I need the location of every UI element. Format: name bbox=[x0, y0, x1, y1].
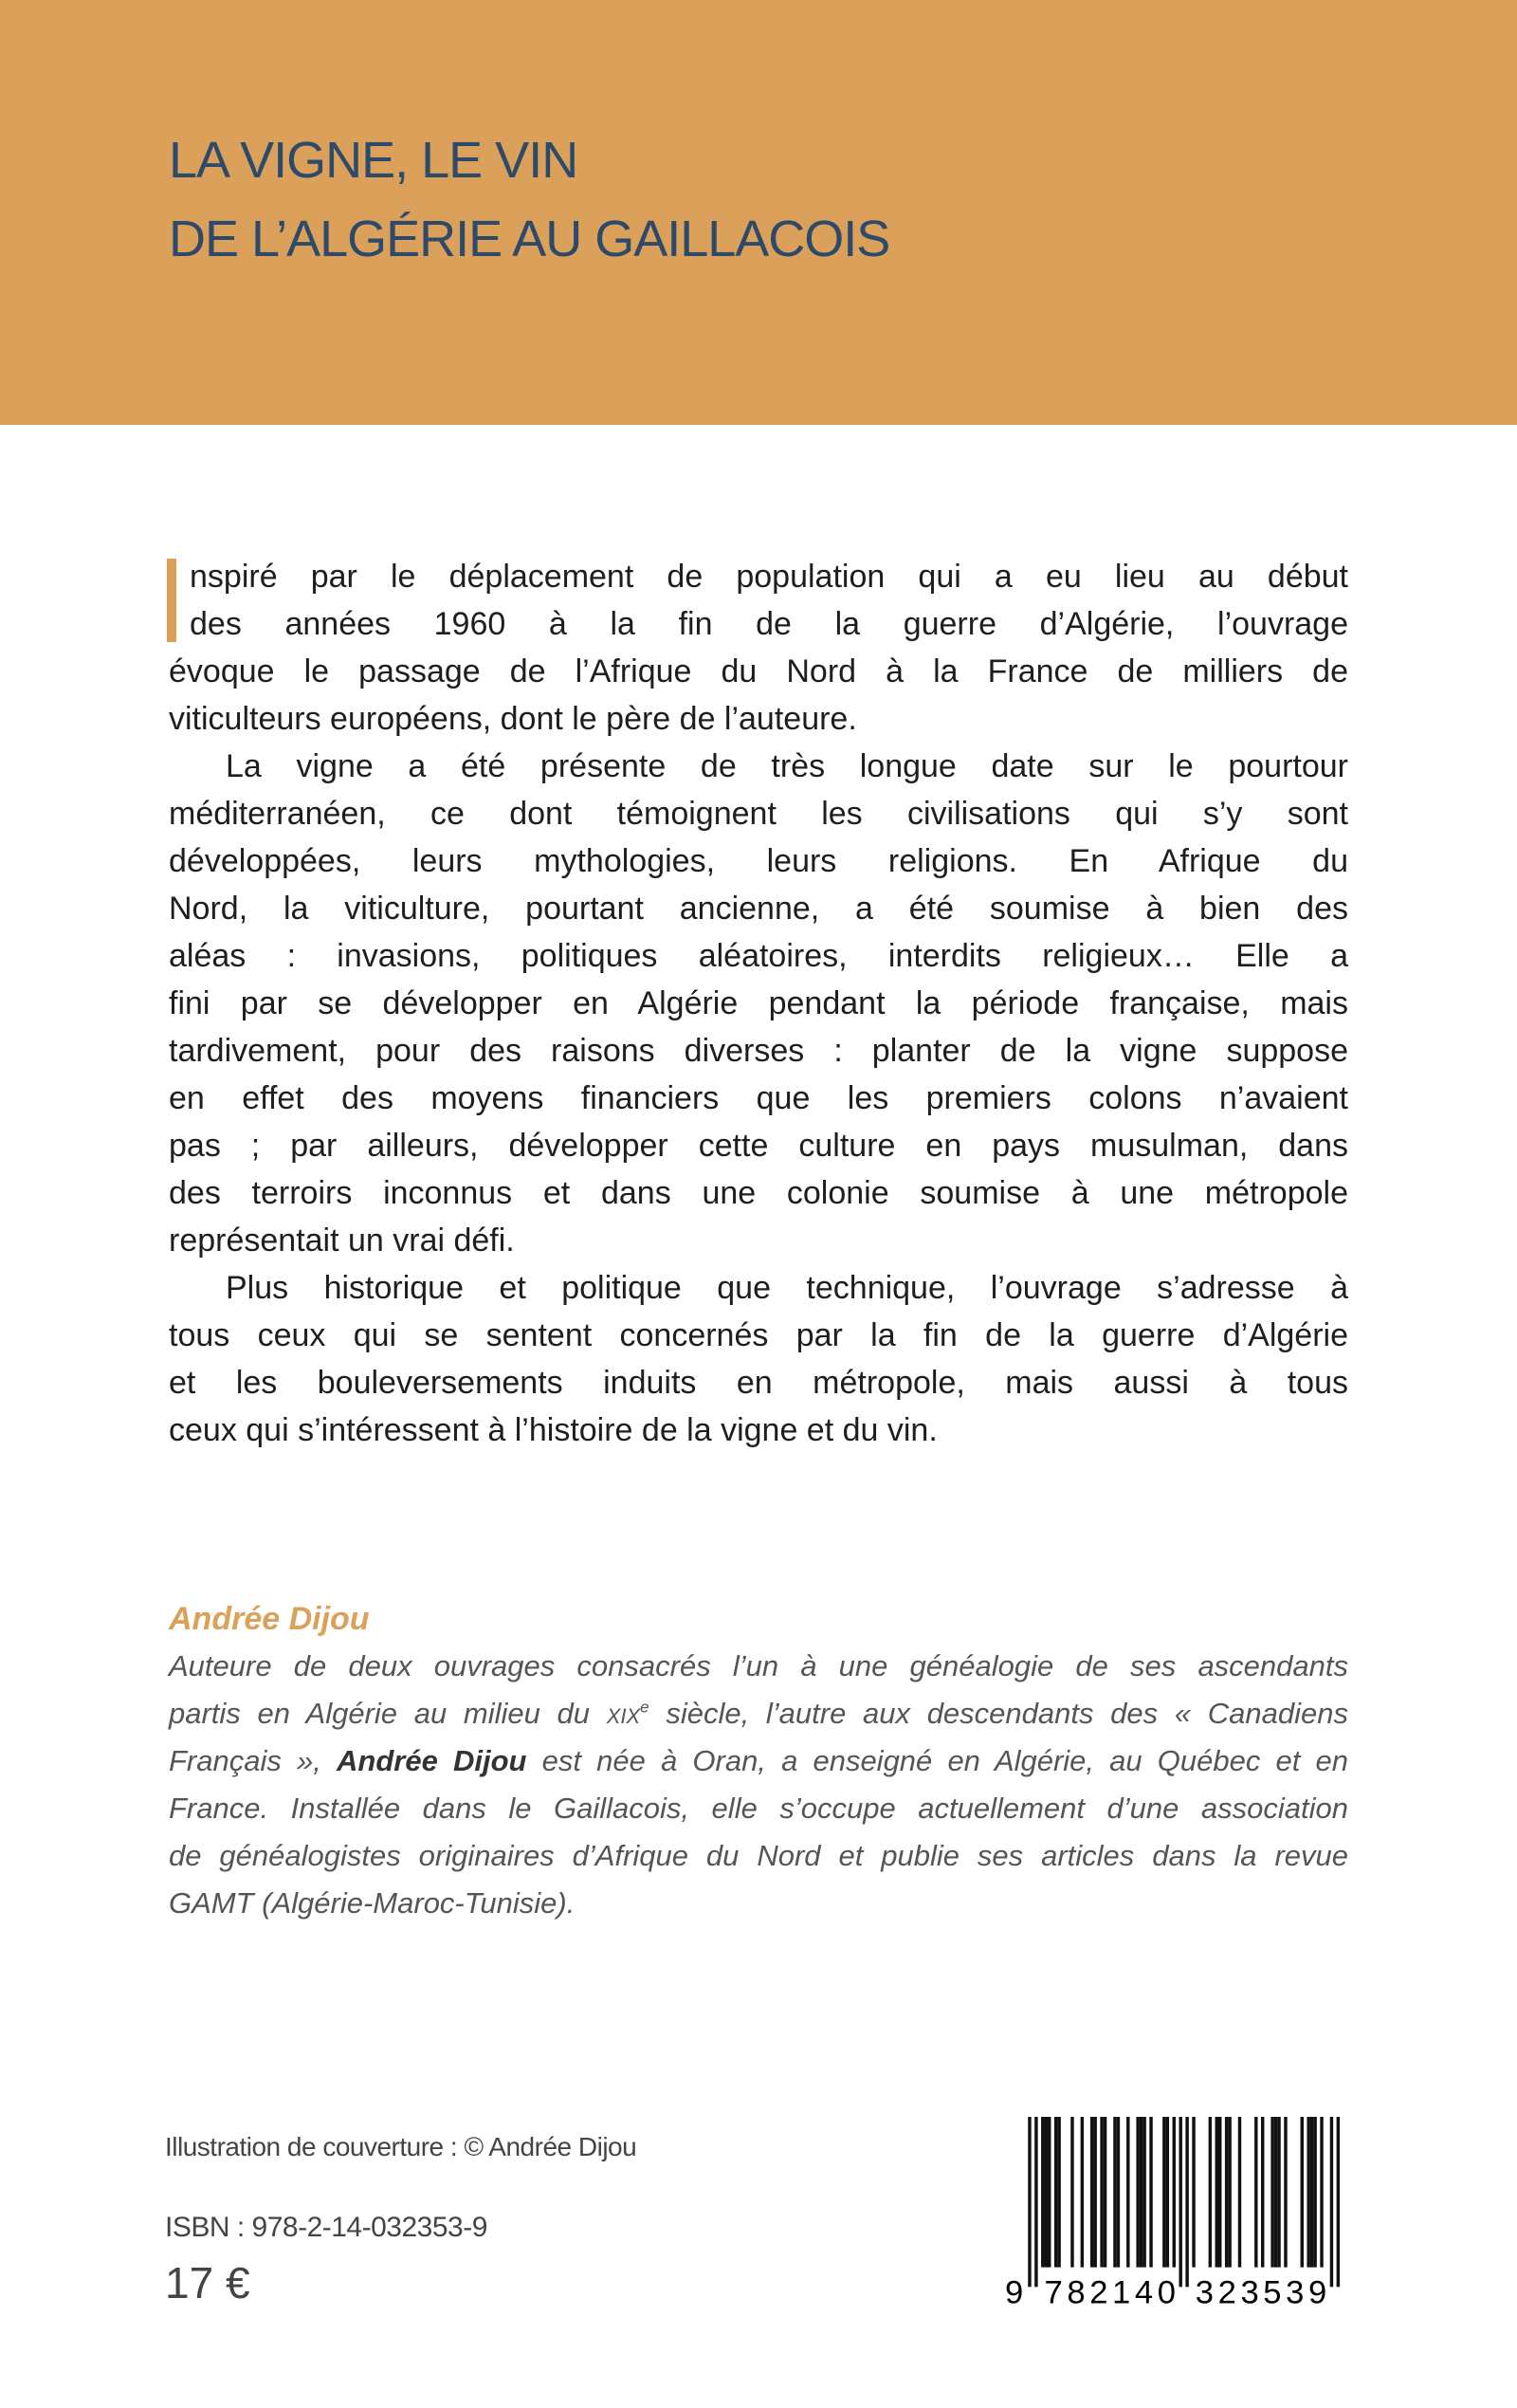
barcode-bar bbox=[1218, 2117, 1221, 2268]
barcode-bar bbox=[1057, 2117, 1060, 2268]
barcode-bar bbox=[1270, 2117, 1273, 2268]
barcode-bar bbox=[1320, 2117, 1323, 2268]
barcode-bar bbox=[1140, 2117, 1142, 2268]
barcode-guard-bar bbox=[1028, 2117, 1031, 2287]
barcode-guard-bar bbox=[1337, 2117, 1340, 2287]
summary-paragraph-3 bbox=[169, 1264, 1348, 1454]
author-name-heading: Andrée Dijou bbox=[169, 1601, 370, 1637]
barcode-bar bbox=[1081, 2117, 1084, 2268]
bio-text: est née à Oran, a enseigné en Algérie, au Québec et en bbox=[526, 1744, 1349, 1777]
illustration-credit: Illustration de couverture : © Andrée Dijou bbox=[165, 2132, 637, 2161]
bio-text: partis en Algérie au milieu du bbox=[169, 1697, 607, 1730]
barcode-bar bbox=[1166, 2117, 1169, 2268]
summary-line: tous ceux qui se sentent concernés par la fin de la guerre d’Algérie bbox=[169, 1317, 1348, 1353]
ean13-barcode bbox=[1005, 2117, 1346, 2307]
book-title bbox=[169, 121, 889, 279]
barcode-bar bbox=[1126, 2117, 1129, 2268]
bio-line: France. Installée dans le Gaillacois, elle s’occupe actuellement d’une association bbox=[169, 1792, 1348, 1825]
barcode-bar bbox=[1192, 2117, 1195, 2268]
barcode-bar bbox=[1277, 2117, 1280, 2268]
book-summary bbox=[169, 553, 1348, 1454]
summary-line: fini par se développer en Algérie pendant la période française, mais bbox=[169, 985, 1348, 1021]
century-numeral: xix bbox=[606, 1697, 641, 1730]
summary-line: et les bouleversements induits en métropole, mais aussi à tous bbox=[169, 1365, 1348, 1401]
summary-line: tardivement, pour des raisons diverses : planter de la vigne suppose bbox=[169, 1033, 1348, 1069]
summary-line: ceux qui s’intéressent à l’histoire de la vigne et du vin. bbox=[169, 1412, 938, 1448]
summary-line: viticulteurs européens, dont le père de l’auteure. bbox=[169, 701, 857, 737]
summary-line: pas ; par ailleurs, développer cette culture en pays musulman, dans bbox=[169, 1128, 1348, 1164]
bio-line: Auteure de deux ouvrages consacrés l’un à une généalogie de ses ascendants bbox=[169, 1649, 1348, 1682]
barcode-bar bbox=[1090, 2117, 1093, 2268]
summary-line: Plus historique et politique que technique, l’ouvrage s’adresse à bbox=[226, 1270, 1348, 1306]
barcode-bar bbox=[1284, 2117, 1287, 2268]
isbn: ISBN : 978-2-14-032353-9 bbox=[165, 2212, 487, 2243]
summary-line: des terroirs inconnus et dans une colonie soumise à une métropole bbox=[169, 1175, 1348, 1211]
price: 17 € bbox=[165, 2258, 250, 2307]
barcode-bar bbox=[1142, 2117, 1145, 2268]
barcode-guard-bar bbox=[1185, 2117, 1188, 2287]
barcode-bar bbox=[1113, 2117, 1116, 2268]
barcode-bar bbox=[1045, 2117, 1048, 2268]
barcode-bar bbox=[1100, 2117, 1103, 2268]
bio-line: GAMT (Algérie-Maroc-Tunisie). bbox=[169, 1886, 576, 1920]
summary-line: La vigne a été présente de très longue date sur le pourtour bbox=[226, 748, 1348, 784]
bio-line bbox=[169, 1690, 1348, 1737]
barcode-guard-bar bbox=[1330, 2117, 1333, 2287]
barcode-guard-bar bbox=[1179, 2117, 1181, 2287]
century-suffix: e bbox=[640, 1698, 649, 1717]
author-bio bbox=[169, 1643, 1348, 1927]
barcode-bar bbox=[1070, 2117, 1073, 2268]
cover-header-band bbox=[0, 0, 1517, 425]
barcode-bar bbox=[1104, 2117, 1106, 2268]
barcode-bar bbox=[1310, 2117, 1313, 2268]
summary-line: Nord, la viticulture, pourtant ancienne, a été soumise à bien des bbox=[169, 891, 1348, 927]
barcode-guard-bar bbox=[1034, 2117, 1037, 2287]
barcode-bar bbox=[1274, 2117, 1277, 2268]
barcode-bar bbox=[1117, 2117, 1120, 2268]
bio-text: siècle, l’autre aux descendants des « Canadiens bbox=[649, 1697, 1348, 1730]
barcode-digits-right: 323539 bbox=[1195, 2274, 1327, 2307]
bio-text: Français », bbox=[169, 1744, 338, 1777]
barcode-bar bbox=[1209, 2117, 1212, 2268]
barcode-bar bbox=[1048, 2117, 1051, 2268]
summary-line: nspiré par le déplacement de population qui a eu lieu au début bbox=[190, 559, 1348, 595]
summary-paragraph-1 bbox=[169, 553, 1348, 743]
barcode-bar bbox=[1313, 2117, 1316, 2268]
bio-line bbox=[169, 1737, 1348, 1785]
barcode-bar bbox=[1041, 2117, 1044, 2268]
summary-line: développées, leurs mythologies, leurs religions. En Afrique du bbox=[169, 843, 1348, 879]
barcode-bar bbox=[1136, 2117, 1139, 2268]
barcode-bar bbox=[1254, 2117, 1257, 2268]
barcode-bar bbox=[1054, 2117, 1057, 2268]
barcode-bars bbox=[1028, 2117, 1340, 2287]
book-title-line-2: DE L’ALGÉRIE AU GAILLACOIS bbox=[169, 211, 890, 267]
summary-paragraph-2 bbox=[169, 743, 1348, 1264]
barcode-bar bbox=[1093, 2117, 1096, 2268]
barcode-digits-left: 782140 bbox=[1044, 2274, 1176, 2307]
barcode-bar bbox=[1173, 2117, 1176, 2268]
summary-line: représentait un vrai défi. bbox=[169, 1222, 515, 1259]
barcode-bar bbox=[1225, 2117, 1228, 2268]
barcode-bar bbox=[1301, 2117, 1304, 2268]
author-name-inline: Andrée Dijou bbox=[337, 1744, 527, 1777]
summary-line: évoque le passage de l’Afrique du Nord à la France de milliers de bbox=[169, 653, 1348, 689]
barcode-bar bbox=[1307, 2117, 1309, 2268]
drop-cap bbox=[167, 559, 176, 642]
summary-line: méditerranéen, ce dont témoignent les civilisations qui s’y sont bbox=[169, 796, 1348, 832]
barcode-bar bbox=[1261, 2117, 1264, 2268]
summary-line: aléas : invasions, politiques aléatoires, interdits religieux… Elle a bbox=[169, 938, 1348, 974]
bio-line: de généalogistes originaires d’Afrique du Nord et publie ses articles dans la revue bbox=[169, 1839, 1348, 1872]
barcode-bar bbox=[1162, 2117, 1165, 2268]
barcode-bar bbox=[1228, 2117, 1231, 2268]
summary-line: des années 1960 à la fin de la guerre d’Algérie, l’ouvrage bbox=[190, 606, 1348, 642]
barcode-bar bbox=[1238, 2117, 1241, 2268]
barcode-bar bbox=[1149, 2117, 1152, 2268]
barcode-digit-first: 9 bbox=[1005, 2274, 1024, 2307]
barcode-bar bbox=[1215, 2117, 1218, 2268]
summary-line: en effet des moyens financiers que les premiers colons n’avaient bbox=[169, 1080, 1348, 1116]
book-title-line-1: LA VIGNE, LE VIN bbox=[169, 132, 578, 189]
